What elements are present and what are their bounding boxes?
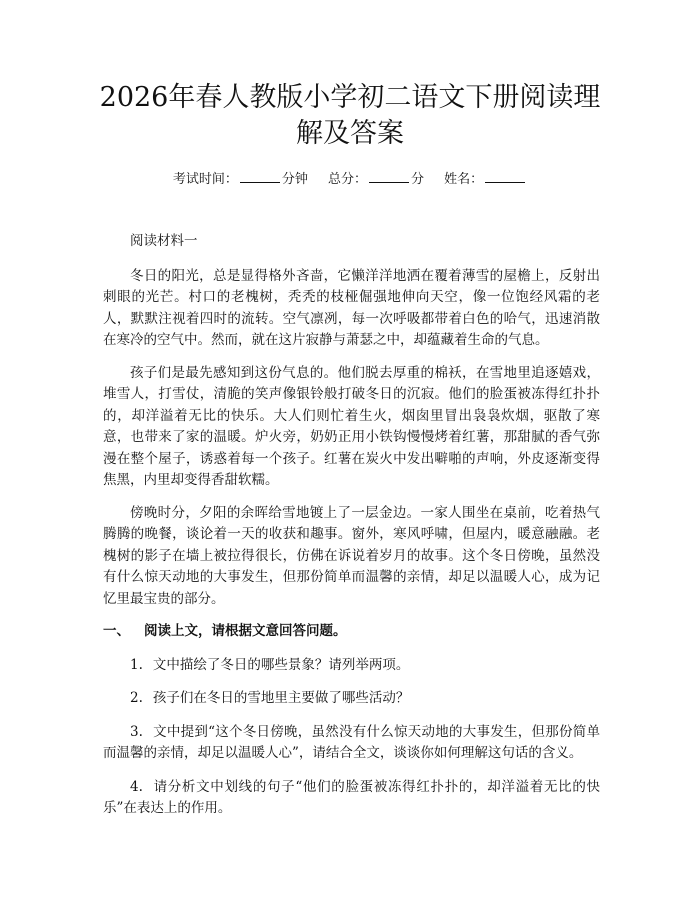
exam-time-label: 考试时间： bbox=[172, 172, 238, 187]
question-number: 2. bbox=[130, 690, 143, 706]
question-number: 3. bbox=[130, 723, 143, 740]
question-2 bbox=[103, 688, 600, 710]
exam-time-unit: 分钟 bbox=[281, 172, 308, 187]
total-score-field bbox=[328, 172, 428, 187]
student-name-blank bbox=[485, 171, 525, 183]
question-text: 请分析文中划线的句子“他们的脸蛋被冻得红扑扑的，却洋溢着无比的快乐”在表达上的作用。 bbox=[103, 778, 600, 816]
exam-time-blank bbox=[240, 171, 280, 183]
section-label: 阅读材料一 bbox=[130, 233, 198, 249]
total-score-unit: 分 bbox=[411, 172, 425, 187]
exam-info-line bbox=[0, 171, 700, 188]
exam-time-field bbox=[173, 172, 312, 187]
question-4 bbox=[103, 777, 600, 820]
reading-paragraph-3: 傍晚时分，夕阳的余晖给雪地镀上了一层金边。一家人围坐在桌前，吃着热气腾腾的晚餐，谈论着一天的收获和趣事。窗外，寒风呼啸，但屋内，暖意融融。老槐树的影子在墙上被拉得很长，仿佛在诉说着岁月的故事。这个冬日傍晚，虽然没有什么惊天动地的大事发生，但那份简单而温馨的亲情，却足以温暖人心，成为记忆里最宝贵的部分。 bbox=[103, 504, 600, 607]
student-name-label: 姓名： bbox=[444, 172, 484, 187]
question-section-text: 阅读上文，请根据文意回答问题。 bbox=[144, 623, 347, 639]
question-text: 孩子们在冬日的雪地里主要做了哪些活动？ bbox=[152, 690, 410, 706]
question-section-number: 一、 bbox=[103, 623, 130, 639]
total-score-blank bbox=[369, 171, 409, 183]
question-number: 4. bbox=[130, 778, 143, 795]
document-title: 2026年春人教版小学初二语文下册阅读理解及答案 bbox=[99, 82, 601, 149]
document-body bbox=[103, 231, 600, 832]
question-section-heading bbox=[103, 621, 600, 643]
student-name-field bbox=[444, 172, 527, 187]
reading-paragraph-1: 冬日的阳光，总是显得格外吝啬，它懒洋洋地洒在覆着薄雪的屋檐上，反射出刺眼的光芒。村口的老槐树，秃秃的枝桠倔强地伸向天空，像一位饱经风霜的老人，默默注视着四时的流转。空气凛冽，每一次呼吸都带着白色的哈气，迅速消散在寒冷的空气中。然而，就在这片寂静与萧瑟之中，却蕴藏着生命的气息。 bbox=[103, 267, 600, 348]
question-text: 文中提到“这个冬日傍晚，虽然没有什么惊天动地的大事发生，但那份简单而温馨的亲情，却足以温暖人心”，请结合全文，谈谈你如何理解这句话的含义。 bbox=[103, 723, 600, 761]
total-score-label: 总分： bbox=[327, 172, 367, 187]
question-3 bbox=[103, 722, 600, 765]
question-1 bbox=[103, 655, 600, 677]
question-number: 1. bbox=[130, 656, 143, 673]
reading-paragraph-2: 孩子们是最先感知到这份气息的。他们脱去厚重的棉袄，在雪地里追逐嬉戏，堆雪人，打雪仗，清脆的笑声像银铃般打破冬日的沉寂。他们的脸蛋被冻得红扑扑的，却洋溢着无比的快乐。大人们则忙着生火，烟囱里冒出袅袅炊烟，驱散了寒意，也带来了家的温暖。炉火旁，奶奶正用小铁钩慢慢烤着红薯，那甜腻的香气弥漫在整个屋子，诱惑着每一个孩子。红薯在炭火中发出噼啪的声响，外皮逐渐变得焦黑，内里却变得香甜软糯。 bbox=[103, 364, 600, 488]
question-text: 文中描绘了冬日的哪些景象？请列举两项。 bbox=[152, 656, 410, 673]
